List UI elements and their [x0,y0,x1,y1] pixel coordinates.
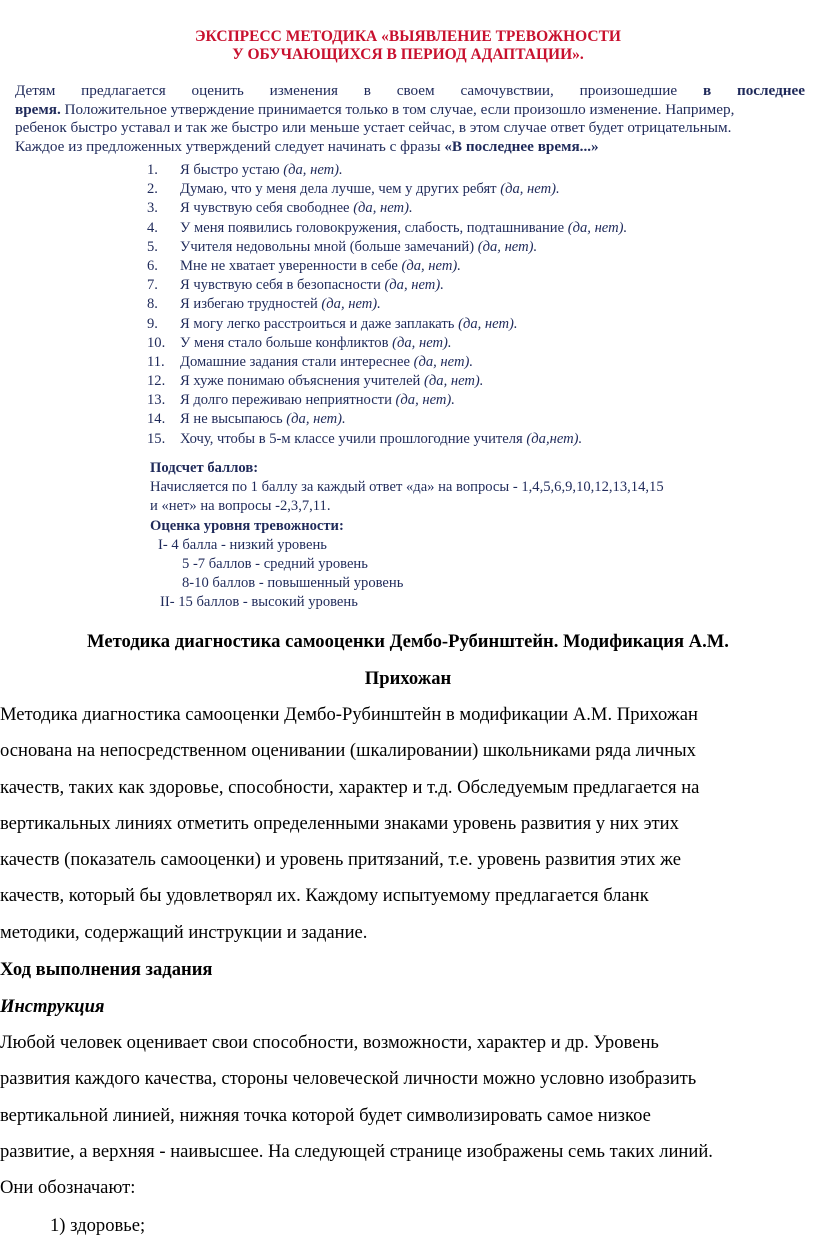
question-item: 14. Я не высыпаюсь (да, нет). [147,411,346,428]
question-list [147,161,787,449]
question-item: 6. Мне не хватает уверенности в себе (да, нет). [147,257,461,274]
list-item: 1) здоровье; [50,1214,146,1236]
scoring-section [150,459,790,613]
paragraph-line: Они обозначают: [0,1177,136,1199]
instruction-heading: Инструкция [0,996,105,1018]
scan-intro [15,82,805,156]
question-item: 2. Думаю, что у меня дела лучше, чем у других ребят (да, нет). [147,181,560,198]
question-item: 13. Я долго переживаю неприятности (да, нет). [147,392,455,409]
paragraph-line: качеств (показатель самооценки) и уровень притязаний, т.е. уровень развития этих же [0,849,681,871]
paragraph-line: развития каждого качества, стороны человеческой личности можно условно изобразить [0,1068,697,1090]
score-heading: Подсчет баллов: [150,460,259,476]
question-item: 9. Я могу легко расстроиться и даже заплакать (да, нет). [147,315,518,332]
intro-line: время. Положительное утверждение принимается только в том случае, если произошло изменение. Например, [15,100,735,118]
description-paragraph [0,697,816,951]
question-item: 12. Я хуже понимаю объяснения учителей (да, нет). [147,373,484,390]
document-title: Методика диагностика самооценки Дембо-Рубинштейн. Модификация А.М. Прихожан [87,631,729,689]
scanned-questionnaire-image [0,0,816,612]
paragraph-line: качеств, таких как здоровье, способности, характер и т.д. Обследуемым предлагается на [0,776,700,798]
question-item: 10. У меня стало больше конфликтов (да, нет). [147,334,452,351]
question-item: 4. У меня появились головокружения, слабость, подташнивание (да, нет). [147,219,628,236]
scan-title-line1: ЭКСПРЕСС МЕТОДИКА «ВЫЯВЛЕНИЕ ТРЕВОЖНОСТИ [195,28,621,45]
score-rule-line: и «нет» на вопросы -2,3,7,11. [150,498,331,515]
intro-line: Детям предлагается оценить изменения в своем самочувствии, произошедшие в последнее [15,82,806,99]
instruction-paragraph [0,1025,816,1206]
section-heading: Ход выполнения задания [0,959,213,981]
question-item: 11. Домашние задания стали интереснее (да, нет). [147,353,474,370]
question-item: 3. Я чувствую себя свободнее (да, нет). [147,200,413,217]
scan-title-line2: У ОБУЧАЮЩИХСЯ В ПЕРИОД АДАПТАЦИИ». [232,46,584,63]
intro-line: ребенок быстро уставал и так же быстро или меньше устает сейчас, в этом случае ответ будет отрицательным. [15,119,732,137]
level-item: II- 15 баллов - высокий уровень [160,594,358,611]
question-item: 7. Я чувствую себя в безопасности (да, нет). [147,277,444,294]
question-item: 8. Я избегаю трудностей (да, нет). [147,296,381,313]
paragraph-line: качеств, который бы удовлетворял их. Каждому испытуемому предлагается бланк [0,885,649,907]
level-heading: Оценка уровня тревожности: [150,517,344,534]
level-item: 8-10 баллов - повышенный уровень [182,575,404,592]
question-item: 15. Хочу, чтобы в 5-м классе учили прошлогодние учителя (да,нет). [147,430,583,447]
level-item: I- 4 балла - низкий уровень [158,536,327,553]
document-body [0,620,816,1244]
paragraph-line: основана на непосредственном оценивании (шкалировании) школьниками ряда личных [0,740,696,762]
paragraph-line: вертикальных линиях отметить определенными знаками уровень развития у них этих [0,812,679,834]
score-rule-line: Начисляется по 1 баллу за каждый ответ «да» на вопросы - 1,4,5,6,9,10,12,13,14,15 [150,479,664,496]
question-item: 5. Учителя недовольны мной (больше замечаний) (да, нет). [147,238,538,255]
paragraph-line: Любой человек оценивает свои способности, возможности, характер и др. Уровень [0,1032,659,1054]
paragraph-line: методики, содержащий инструкции и задание. [0,921,368,943]
paragraph-line: Методика диагностика самооценки Дембо-Рубинштейн в модификации А.М. Прихожан [0,704,698,725]
intro-line: Каждое из предложенных утверждений следует начинать с фразы «В последнее время...» [15,137,599,155]
paragraph-line: вертикальной линией, нижняя точка которой будет символизировать самое низкое [0,1104,651,1126]
level-item: 5 -7 баллов - средний уровень [182,556,368,573]
paragraph-line: развитие, а верхняя - наивысшее. На следующей странице изображены семь таких линий. [0,1140,713,1162]
question-item: 1. Я быстро устаю (да, нет). [147,162,343,178]
